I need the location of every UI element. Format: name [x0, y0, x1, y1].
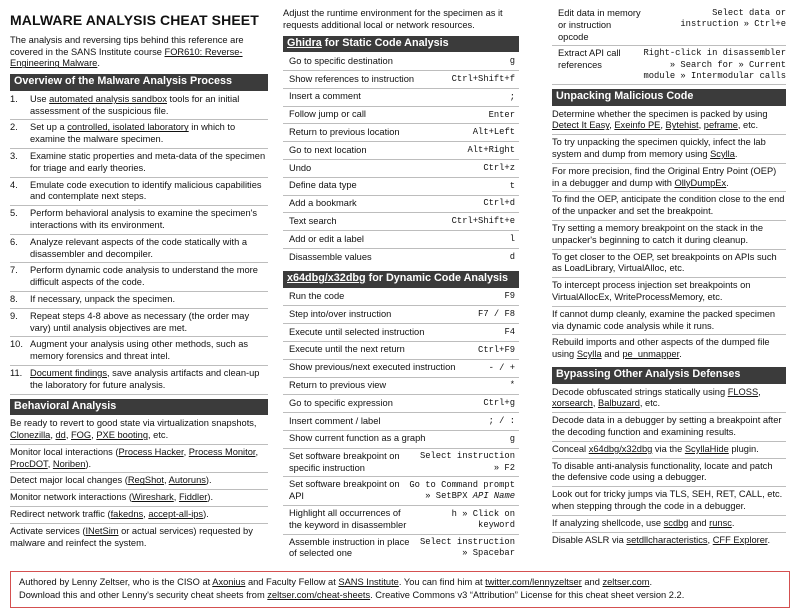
- tool-link[interactable]: dd: [55, 430, 66, 441]
- step-text: [30, 151, 268, 175]
- step-number: 8.: [10, 294, 18, 305]
- shortcut-action: Add a bookmark: [289, 198, 357, 209]
- footer-text: Download this and other Lenny's security cheat sheets from: [19, 589, 268, 600]
- tool-link[interactable]: Process Monitor: [188, 446, 256, 457]
- shortcut-action: Highlight all occurrences of the keyword in disassembler: [289, 507, 407, 530]
- step-text-post: Augment your analysis using other methods, such as memory forensics and threat intel.: [30, 339, 249, 362]
- overview-step: [10, 178, 268, 207]
- tip-item: [552, 250, 786, 279]
- ghidra-heading-rest: for Static Code Analysis: [321, 36, 449, 49]
- tool-link[interactable]: setdllcharacteristics: [626, 534, 708, 545]
- unpacking-heading: Unpacking Malicious Code: [552, 89, 786, 106]
- overview-step: [10, 149, 268, 178]
- tip-item: Determine whether the specimen is packed by using Detect It Easy, Exeinfo PE, Bytehist, peframe, etc.: [552, 107, 786, 136]
- overview-step: [10, 337, 268, 366]
- shortcut-keys: [452, 74, 515, 85]
- shortcut-row: [283, 395, 519, 413]
- intro-pre: The analysis and reversing tips behind this reference are covered in the SANS Institute course: [10, 34, 244, 57]
- overview-step: [10, 292, 268, 309]
- shortcut-row: [283, 477, 519, 506]
- tip-text: To disable anti-analysis functionality, locate and patch the defensive code using a debugger.: [552, 460, 773, 483]
- step-number: 5.: [10, 208, 18, 219]
- course-link[interactable]: FOR610: Reverse-Engineering Malware: [10, 46, 243, 69]
- tip-text: Redirect network traffic (: [10, 509, 111, 520]
- tool-link[interactable]: runsc: [709, 517, 732, 528]
- shortcut-action: Set software breakpoint on API: [289, 479, 400, 502]
- tip-text: To find the OEP, anticipate the condition close to the end of the unpacker and set the breakpoint.: [552, 194, 785, 217]
- shortcut-keys: [452, 216, 515, 227]
- tip-text: , etc.: [639, 398, 661, 409]
- footer-text: Authored by Lenny Zeltser, who is the CISO at: [19, 577, 213, 587]
- shortcut-row: [283, 160, 519, 178]
- overview-step: [10, 206, 268, 235]
- shortcut-key-param: API Name: [472, 491, 515, 502]
- tool-link[interactable]: RegShot: [127, 475, 165, 486]
- behavioral-heading: Behavioral Analysis: [10, 399, 268, 416]
- column-1: [10, 6, 268, 551]
- ghidra-link[interactable]: Ghidra: [287, 36, 322, 49]
- tool-link[interactable]: xorsearch: [552, 398, 593, 409]
- shortcut-action: Insert a comment: [289, 91, 361, 102]
- tool-link[interactable]: CFF Explorer: [712, 534, 768, 545]
- shortcut-row: [552, 46, 786, 85]
- bypassing-heading: Bypassing Other Analysis Defenses: [552, 367, 786, 384]
- shortcut-key-text: Ctrl+d: [483, 198, 515, 209]
- tip-text: ).: [85, 458, 92, 469]
- ghidra-shortcuts-table: [283, 53, 519, 267]
- shortcut-key-text: t: [509, 180, 515, 191]
- tool-link[interactable]: Autoruns: [168, 475, 206, 486]
- shortcut-row: [283, 378, 519, 396]
- step-link[interactable]: Document findings: [30, 368, 107, 378]
- shortcut-keys: [483, 163, 515, 174]
- shortcut-keys: [409, 480, 515, 502]
- tool-link[interactable]: Balbuzard: [598, 398, 640, 409]
- shortcut-keys: Select data or instruction » Ctrl+e: [680, 8, 786, 30]
- shortcut-key-text: ; / :: [488, 415, 515, 426]
- shortcut-row: [283, 289, 519, 307]
- tool-link[interactable]: pe_unmapper: [622, 349, 680, 360]
- tip-item: Redirect network traffic (fakedns, accept-all-ips).: [10, 507, 268, 524]
- shortcut-action: Define data type: [289, 180, 357, 191]
- tip-text: Disable ASLR via: [552, 534, 627, 545]
- shortcut-row: [283, 324, 519, 342]
- shortcut-key-text: Select instruction » Spacebar: [419, 537, 515, 559]
- tip-text: To intercept process injection set breakpoints on VirtualAllocEx, WriteProcessMemory, etc.: [552, 280, 751, 302]
- shortcut-action: Show references to instruction: [289, 73, 415, 84]
- footer-text: and: [581, 577, 603, 587]
- behavioral-list: [10, 416, 268, 551]
- tip-item: [552, 307, 786, 336]
- tip-item: [10, 524, 268, 552]
- step-text-pre: Use: [30, 93, 50, 104]
- shortcut-key-text: g: [509, 433, 515, 444]
- tool-link[interactable]: PXE booting: [96, 430, 149, 441]
- step-text-post: in which to examine the malware specimen.: [30, 122, 236, 145]
- tool-link[interactable]: FOG: [71, 430, 92, 441]
- step-text-post: Analyze relevant aspects of the code statically with a disassembler and decompiler.: [30, 236, 248, 259]
- tip-item: [552, 164, 786, 193]
- runtime-tip: Adjust the runtime environment for the specimen as it requests additional local or network resources.: [283, 8, 503, 30]
- step-number: 9.: [10, 310, 18, 321]
- cheat-sheets-link[interactable]: zeltser.com/cheat-sheets: [267, 589, 371, 600]
- page-title: MALWARE ANALYSIS CHEAT SHEET: [10, 12, 259, 28]
- tip-item: Decode obfuscated strings statically using FLOSS, xorsearch, Balbuzard, etc.: [552, 385, 786, 414]
- shortcut-key-text: Select instruction » F2: [419, 451, 515, 473]
- x64dbg-shortcuts-table: [283, 289, 519, 563]
- column-2: [283, 6, 519, 562]
- step-number: 7.: [10, 265, 18, 276]
- tool-link[interactable]: Detect It Easy: [552, 120, 610, 131]
- shortcut-action: Go to specific destination: [289, 55, 393, 66]
- shortcut-row: [283, 506, 519, 535]
- tool-link[interactable]: INetSim: [85, 525, 119, 536]
- tip-text: Conceal: [552, 443, 589, 454]
- shortcut-key-text: Enter: [488, 109, 515, 120]
- shortcut-keys: [504, 291, 515, 302]
- shortcut-row: [283, 196, 519, 214]
- shortcut-keys: [452, 509, 515, 531]
- axonius-link[interactable]: Axonius: [212, 577, 246, 587]
- footer-text: . Creative Commons v3 “Attribution” License for this cheat sheet version 2.2.: [370, 589, 685, 600]
- shortcut-keys: [510, 434, 515, 445]
- step-text: [30, 294, 268, 306]
- tip-item: [552, 135, 786, 164]
- tip-text: Monitor local interactions (: [10, 446, 119, 457]
- shortcut-row: [283, 413, 519, 431]
- shortcut-key-text: d: [509, 252, 515, 263]
- tip-text: If cannot dump cleanly, examine the packed specimen via dynamic code analysis while it runs.: [552, 308, 776, 331]
- shortcut-key-text: l: [509, 234, 515, 245]
- shortcut-action: Assemble instruction in place of selected one: [289, 536, 410, 559]
- step-text-post: , save analysis artifacts and clean-up the laboratory for future analysis.: [30, 368, 260, 390]
- tool-link[interactable]: Scylla: [710, 149, 735, 159]
- shortcut-keys: [467, 145, 515, 156]
- footer-line-1: [19, 576, 781, 589]
- shortcut-action: Go to specific expression: [289, 397, 393, 408]
- shortcut-row: [283, 306, 519, 324]
- tip-text: ).: [207, 492, 214, 503]
- tip-item: Rebuild imports and other aspects of the dumped file using Scylla and pe_unmapper.: [552, 337, 770, 360]
- tip-text: , etc.: [737, 120, 759, 131]
- tip-item: [552, 487, 786, 516]
- tip-text: Be ready to revert to good state via virtualization snapshots,: [10, 418, 257, 429]
- step-text-post: Examine static properties and meta-data of the specimen for triage and early theories.: [30, 151, 266, 173]
- tip-item: [552, 192, 786, 221]
- x64dbg-link[interactable]: x64dbg/x32dbg: [287, 271, 366, 284]
- shortcut-action: Insert comment / label: [289, 415, 381, 426]
- step-text-pre: Set up a: [30, 122, 68, 133]
- tool-link[interactable]: fakedns: [110, 509, 144, 520]
- shortcut-key-text: ;: [509, 91, 515, 102]
- footer-line-2: [19, 589, 781, 602]
- tip-text: , etc.: [148, 430, 169, 441]
- shortcut-keys: [489, 363, 515, 374]
- column-3: [552, 6, 786, 548]
- shortcut-row: [283, 142, 519, 160]
- tip-item: [552, 459, 786, 488]
- step-text: [30, 339, 268, 363]
- shortcut-keys: [510, 252, 515, 263]
- tool-link[interactable]: scdbg: [663, 517, 689, 528]
- step-text: [30, 265, 268, 289]
- x64dbg-heading-rest: for Dynamic Code Analysis: [365, 271, 509, 284]
- tip-text: ).: [205, 475, 212, 486]
- shortcut-action: Follow jump or call: [289, 109, 366, 120]
- step-text: [30, 180, 268, 204]
- tool-link[interactable]: FLOSS: [727, 386, 759, 397]
- shortcut-keys: [489, 110, 515, 121]
- step-text-post: tools for an initial assessment of the suspicious file.: [30, 93, 240, 116]
- shortcut-keys: [483, 198, 515, 209]
- shortcut-action: Step into/over instruction: [289, 308, 392, 319]
- tip-text: Try setting a memory breakpoint on the stack in the unpacker's beginning to catch it during cleanup.: [552, 222, 764, 245]
- tool-link[interactable]: Clonezilla: [10, 430, 51, 441]
- x64dbg-shortcuts-continued: [552, 6, 786, 85]
- shortcut-row: [283, 124, 519, 142]
- shortcut-row: [283, 535, 519, 563]
- tip-text: or actual services) requested by malware and reinfect the system.: [10, 525, 253, 548]
- shortcut-keys: [504, 327, 515, 338]
- shortcut-action: Extract API call references: [558, 48, 621, 71]
- twitter-link[interactable]: twitter.com/lennyzeltser: [485, 577, 582, 587]
- bypassing-list: [552, 385, 786, 549]
- shortcut-key-text: Ctrl+Shift+e: [451, 216, 515, 227]
- tip-text: .: [726, 177, 729, 188]
- shortcut-key-text: *: [509, 380, 515, 391]
- shortcut-action: Return to previous location: [289, 126, 400, 137]
- shortcut-row: [283, 178, 519, 196]
- overview-step: [10, 235, 268, 264]
- step-link[interactable]: automated analysis sandbox: [49, 93, 167, 104]
- shortcut-key-text: h » Click on keyword: [451, 508, 515, 530]
- tool-link[interactable]: x64dbg/x32dbg: [588, 443, 653, 454]
- overview-step: [10, 120, 268, 149]
- shortcut-row: [283, 431, 519, 449]
- overview-list: [10, 92, 268, 395]
- intro-text: [10, 35, 268, 70]
- shortcut-key-text: Alt+Right: [467, 145, 515, 156]
- tip-text: Activate services (: [10, 525, 86, 536]
- tip-text: To try unpacking the specimen quickly, infect the lab system and dump from memory using: [552, 137, 766, 159]
- shortcut-row: [283, 360, 519, 378]
- tip-text: Monitor network interactions (: [10, 492, 132, 503]
- step-text: [30, 368, 268, 392]
- overview-step: [10, 366, 268, 395]
- tool-link[interactable]: Wireshark: [131, 492, 174, 503]
- shortcut-action: Run the code: [289, 291, 345, 302]
- shortcut-row: [283, 231, 519, 249]
- tip-item: [552, 442, 786, 459]
- shortcut-key-text: Ctrl+g: [483, 398, 515, 409]
- shortcut-row: [283, 71, 519, 89]
- footer-text: .: [649, 577, 653, 587]
- shortcut-action: Add or edit a label: [289, 233, 364, 244]
- shortcut-action: Go to next location: [289, 144, 367, 155]
- shortcut-keys: [510, 380, 515, 391]
- shortcut-key-text: g: [509, 56, 515, 67]
- step-text: [30, 94, 268, 118]
- tip-item: Be ready to revert to good state via virtualization snapshots, Clonezilla, dd, FOG, PXE booting, etc.: [10, 416, 268, 445]
- shortcut-action: Show current function as a graph: [289, 433, 426, 444]
- step-text: [30, 208, 268, 232]
- step-number: 3.: [10, 151, 18, 162]
- x64dbg-heading: [283, 271, 519, 288]
- shortcut-keys: [483, 398, 515, 409]
- step-text-post: Emulate code execution to identify malicious capabilities and contemplate next steps.: [30, 179, 262, 202]
- step-text-post: Repeat steps 4-8 above as necessary (the order may vary) until analysis objectives are met.: [30, 310, 250, 333]
- shortcut-key-text: Alt+Left: [472, 127, 515, 138]
- tool-link[interactable]: Scylla: [576, 349, 602, 360]
- tip-text: Rebuild imports and other aspects of the dumped file using: [552, 337, 770, 360]
- tool-link[interactable]: accept-all-ips: [148, 509, 204, 520]
- overview-step: [10, 92, 268, 121]
- shortcut-keys: [510, 56, 515, 67]
- tip-text: Detect major local changes (: [10, 475, 128, 486]
- shortcut-action: Edit data in memory or instruction opcode: [558, 8, 641, 42]
- tool-link[interactable]: peframe: [703, 120, 738, 131]
- tip-item: [552, 221, 786, 250]
- shortcut-keys: [473, 127, 515, 138]
- shortcut-key-text: F4: [504, 326, 515, 337]
- tip-item: Disable ASLR via setdllcharacteristics, CFF Explorer.: [552, 534, 771, 545]
- zeltser-link[interactable]: zeltser.com: [602, 577, 650, 587]
- shortcut-keys: [510, 181, 515, 192]
- tool-link[interactable]: Process Hacker: [118, 446, 184, 457]
- tip-item: Detect major local changes (RegShot, Autoruns).: [10, 473, 268, 490]
- footer-text: . You can find him at: [398, 577, 486, 587]
- shortcut-key-text: Go to Command prompt » SetBPX: [409, 479, 515, 502]
- tool-link[interactable]: Noriben: [52, 458, 86, 469]
- step-text: [30, 122, 268, 146]
- tip-text: To get closer to the OEP, set breakpoints on APIs such as LoadLibrary, VirtualAlloc, etc.: [552, 251, 777, 274]
- step-number: 2.: [10, 122, 18, 133]
- overview-heading: Overview of the Malware Analysis Process: [10, 74, 268, 91]
- shortcut-action: Show previous/next executed instruction: [289, 362, 456, 373]
- shortcut-keys: [510, 92, 515, 103]
- tool-link[interactable]: Fiddler: [178, 492, 208, 503]
- shortcut-keys: [420, 451, 515, 473]
- tip-text: plugin.: [728, 443, 759, 454]
- tip-item: If analyzing shellcode, use scdbg and runsc.: [552, 516, 786, 533]
- shortcut-action: Return to previous view: [289, 380, 387, 391]
- step-number: 11.: [10, 368, 23, 378]
- step-link[interactable]: controlled, isolated laboratory: [67, 122, 189, 133]
- tool-link[interactable]: Exeinfo PE: [614, 120, 661, 131]
- footer: [10, 571, 790, 608]
- tool-link[interactable]: ProcDOT: [10, 458, 48, 469]
- shortcut-key-text: - / +: [488, 362, 515, 373]
- overview-step: [10, 309, 268, 338]
- step-number: 6.: [10, 236, 18, 247]
- ghidra-heading: [283, 36, 519, 53]
- tip-item: [552, 278, 786, 307]
- step-text: [30, 311, 268, 335]
- step-text-post: Perform dynamic code analysis to understand the more difficult aspects of the code.: [30, 265, 258, 288]
- step-text: [30, 237, 268, 261]
- tip-text: .: [767, 534, 771, 545]
- tip-text: .: [731, 517, 735, 528]
- shortcut-action: Undo: [289, 162, 312, 173]
- shortcut-key-text: Ctrl+F9: [478, 344, 515, 355]
- shortcut-row: [283, 53, 519, 71]
- tip-text: Decode data in a debugger by setting a breakpoint after the decoding function and examining results.: [552, 415, 782, 438]
- shortcut-action: Text search: [289, 215, 337, 226]
- intro-post: .: [97, 58, 100, 69]
- tip-item: [552, 413, 786, 442]
- tip-text: Determine whether the specimen is packed by using: [552, 108, 768, 119]
- tool-link[interactable]: Bytehist: [665, 120, 699, 131]
- tool-link[interactable]: ScyllaHide: [684, 443, 729, 454]
- tip-text: If analyzing shellcode, use: [552, 517, 664, 528]
- shortcut-row: [283, 342, 519, 360]
- tip-text: via the: [652, 443, 685, 454]
- step-number: 4.: [10, 179, 18, 190]
- step-number: 10.: [10, 339, 23, 350]
- tip-text: .: [734, 149, 738, 159]
- shortcut-row: [552, 6, 786, 46]
- tip-text: For more precision, find the Original Entry Point (OEP) in a debugger and dump with: [552, 165, 777, 188]
- shortcut-row: [283, 107, 519, 125]
- shortcut-keys: Right-click in disassembler » Search for » Current module » Intermodular calls: [643, 48, 786, 81]
- shortcut-keys: [478, 345, 515, 356]
- tool-link[interactable]: OllyDumpEx: [674, 177, 727, 188]
- unpacking-list: [552, 107, 786, 363]
- shortcut-key-text: F7 / F8: [478, 309, 515, 320]
- shortcut-keys: [489, 416, 515, 427]
- shortcut-action: Execute until the next return: [289, 344, 405, 355]
- step-text-post: If necessary, unpack the specimen.: [30, 294, 176, 305]
- tip-text: .: [679, 349, 682, 360]
- tip-item: Monitor network interactions (Wireshark, Fiddler).: [10, 490, 268, 507]
- tip-text: ).: [203, 509, 209, 520]
- shortcut-row: [283, 89, 519, 107]
- tip-text: Decode obfuscated strings statically using: [552, 386, 728, 397]
- shortcut-key-text: Ctrl+z: [483, 162, 515, 173]
- shortcut-keys: [510, 234, 515, 245]
- sans-link[interactable]: SANS Institute: [338, 577, 399, 587]
- overview-step: [10, 263, 268, 292]
- shortcut-row: [283, 213, 519, 231]
- shortcut-key-text: F9: [504, 291, 515, 302]
- step-number: 1.: [10, 93, 18, 104]
- shortcut-action: Execute until selected instruction: [289, 326, 425, 337]
- step-text-post: Perform behavioral analysis to examine the specimen's interactions with its environment.: [30, 208, 258, 231]
- shortcut-action: Disassemble values: [289, 252, 372, 263]
- shortcut-action: Set software breakpoint on specific instruction: [289, 450, 400, 473]
- shortcut-row: [283, 249, 519, 267]
- shortcut-keys: [478, 309, 515, 320]
- footer-text: and Faculty Fellow at: [245, 577, 339, 587]
- tip-item: Monitor local interactions (Process Hacker, Process Monitor, ProcDOT, Noriben).: [10, 445, 268, 474]
- tip-text: Look out for tricky jumps via TLS, SEH, RET, CALL, etc. when stepping through the code in a debugger.: [552, 489, 783, 512]
- shortcut-key-text: Ctrl+Shift+f: [451, 73, 515, 84]
- shortcut-row: [283, 449, 519, 478]
- shortcut-keys: [420, 537, 515, 559]
